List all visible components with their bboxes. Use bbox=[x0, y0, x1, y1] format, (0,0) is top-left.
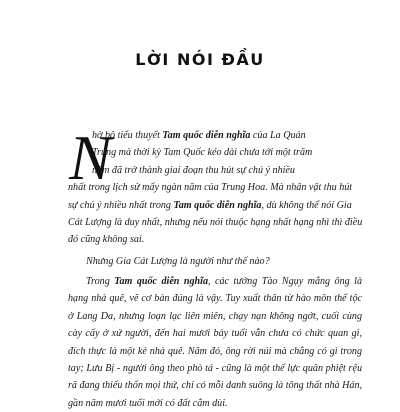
drop-cap: N bbox=[69, 122, 112, 193]
line-2: Trung mà thời kỳ Tam Quốc kéo dài chưa tới một trăm bbox=[92, 147, 313, 159]
text-run: sự chú ý nhiều nhất trong bbox=[68, 199, 174, 211]
book-title: Tam quốc diễn nghĩa bbox=[114, 276, 209, 287]
book-title: Tam quốc diễn nghĩa bbox=[162, 130, 251, 141]
line-5 bbox=[68, 197, 362, 214]
book-title: Tam quốc diễn nghĩa bbox=[173, 199, 262, 211]
paragraph-body bbox=[68, 273, 362, 412]
page-title: LỜI NÓI ĐẦU bbox=[135, 50, 265, 69]
text-run: hờ bộ tiểu thuyết bbox=[92, 130, 163, 141]
text-run: của La Quán bbox=[250, 130, 306, 141]
text-run: , các tướng Tào Ngụy mắng ông là hạng nhà quê, vẽ cơ bản đúng là vậy. Tuy xuất thân từ hào môn thế tộc ở Lang Da, nhưng loạn lạc liên miên, chạy nạn không ngớt, cuối cùng cày cấy ở xứ người, đến hai mươi bảy tuổi vẫn chưa có chức quan gì, đích thực là một kẻ nhà quê. Năm đó, ông rời núi mà chẳng có gì trong tay; Lưu Bị - người ông theo phò tá - cũng là một thế lực quân phiệt rệu rã đang thiếu thốn mọi thứ, chỉ có mỗi danh suông là tông thất nhà Hán, gần năm mươi tuổi mới có đất cắm dùi. bbox=[68, 276, 363, 409]
line-7: đó cũng không sai. bbox=[68, 234, 145, 246]
line-1 bbox=[68, 127, 362, 144]
paragraph-intro bbox=[68, 122, 363, 249]
line-3: năm đã trở thành giai đoạn thu hút sự chú ý nhiều bbox=[92, 164, 295, 176]
text-run: Trong bbox=[86, 276, 115, 287]
line-4: nhất trong lịch sử mấy ngàn năm của Trung Hoa. Mà nhân vật thu hút bbox=[68, 182, 353, 194]
text-run: , dù không thể nói Gia bbox=[261, 199, 352, 211]
paragraph-question: Nhưng Gia Cát Lượng là người như thế nào? bbox=[86, 256, 270, 267]
line-6: Cát Lượng là duy nhất, nhưng nếu nói thuộc hạng nhất hạng nhì thì điều bbox=[68, 217, 363, 229]
